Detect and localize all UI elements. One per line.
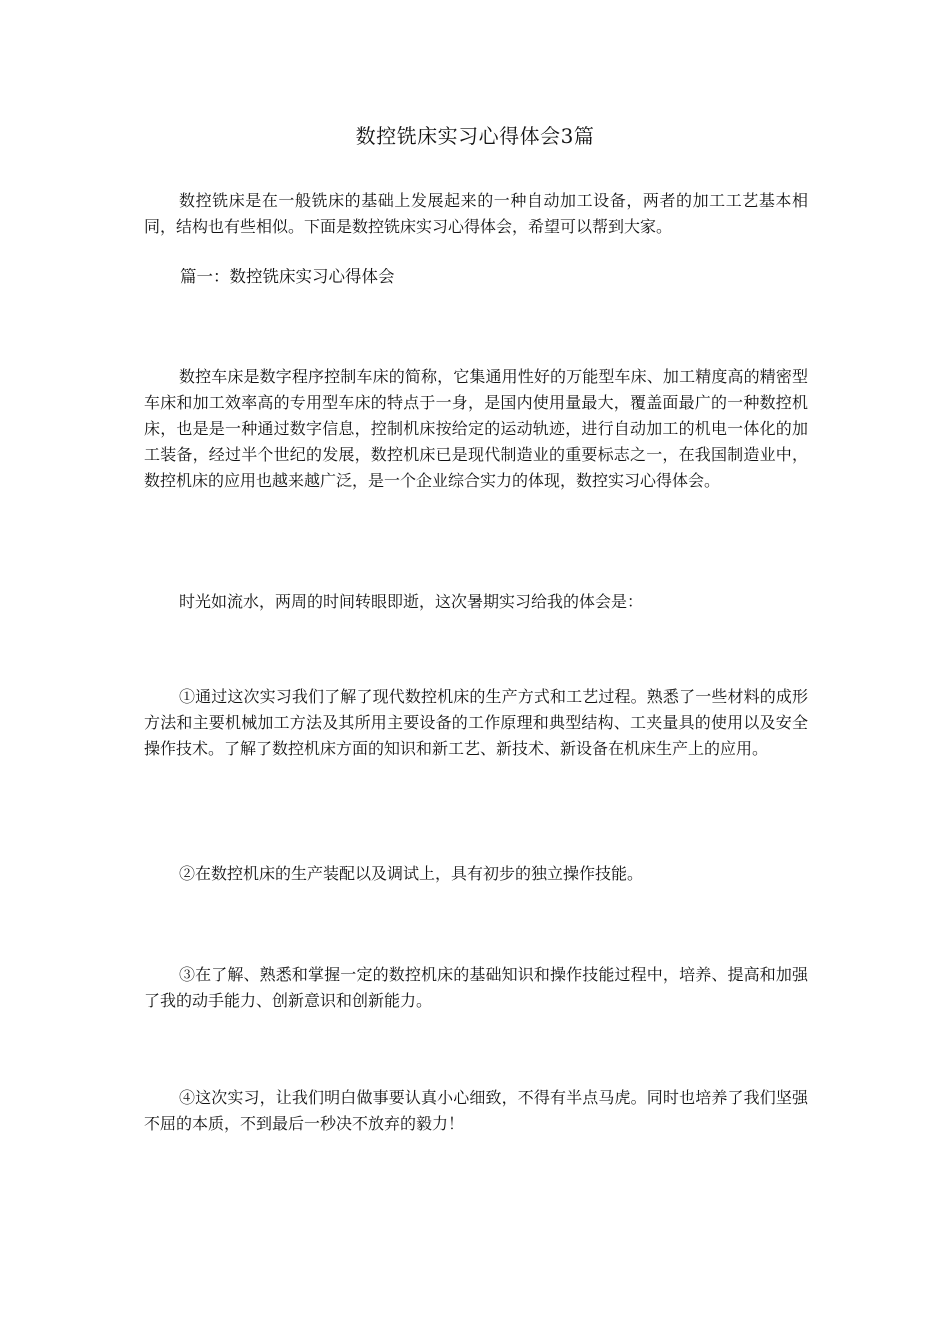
body-paragraph-4: ②在数控机床的生产装配以及调试上，具有初步的独立操作技能。: [179, 864, 644, 883]
section-heading: 篇一：数控铣床实习心得体会: [180, 267, 395, 286]
intro-paragraph: 数控铣床是在一般铣床的基础上发展起来的一种自动加工设备，两者的加工工艺基本相同，结构也有些相似。下面是数控铣床实习心得体会，希望可以帮到大家。: [144, 191, 808, 236]
document-title: 数控铣床实习心得体会3篇: [355, 124, 595, 148]
body-paragraph-2: 时光如流水，两周的时间转眼即逝，这次暑期实习给我的体会是：: [179, 592, 644, 611]
body-paragraph-6: ④这次实习，让我们明白做事要认真小心细致，不得有半点马虎。同时也培养了我们坚强不屈的本质，不到最后一秒决不放弃的毅力！: [144, 1088, 808, 1133]
body-paragraph-5: ③在了解、熟悉和掌握一定的数控机床的基础知识和操作技能过程中，培养、提高和加强了我的动手能力、创新意识和创新能力。: [144, 965, 808, 1010]
body-paragraph-1: 数控车床是数字程序控制车床的简称，它集通用性好的万能型车床、加工精度高的精密型车床和加工效率高的专用型车床的特点于一身，是国内使用量最大，覆盖面最广的一种数控机床，也是是一种通过数字信息，控制机床按给定的运动轨迹，进行自动加工的机电一体化的加工装备，经过半个世纪的发展，数控机床已是现代制造业的重要标志之一，在我国制造业中，数控机床的应用也越来越广泛，是一个企业综合实力的体现，数控实习心得体会。: [144, 367, 808, 490]
body-paragraph-3: ①通过这次实习我们了解了现代数控机床的生产方式和工艺过程。熟悉了一些材料的成形方法和主要机械加工方法及其所用主要设备的工作原理和典型结构、工夹量具的使用以及安全操作技术。了解了数控机床方面的知识和新工艺、新技术、新设备在机床生产上的应用。: [144, 687, 808, 758]
